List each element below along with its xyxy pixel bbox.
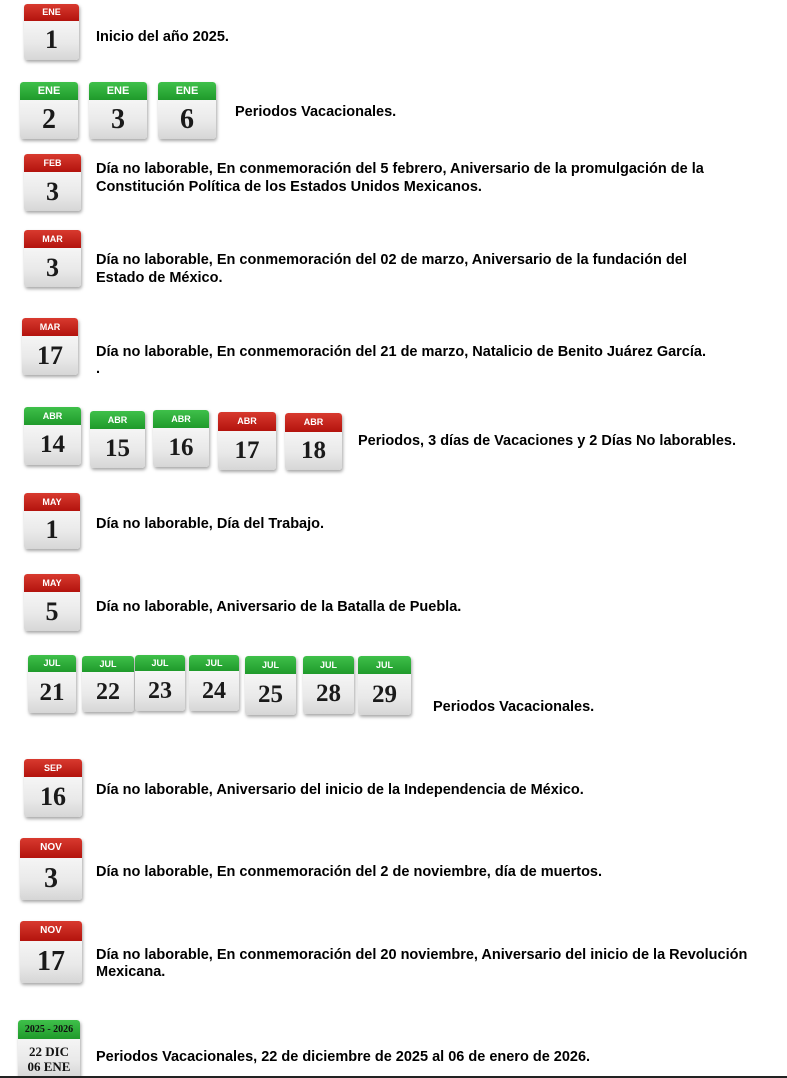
calendar-icon-feb-3: [24, 154, 81, 211]
calendar-icon-abr-18: [285, 413, 342, 470]
calendar-icon-ene-3: [89, 82, 147, 139]
calendar-day: 25: [258, 681, 283, 708]
calendar-month: MAY: [24, 493, 80, 511]
entry-text: Periodos Vacacionales.: [433, 699, 595, 715]
calendar-icon-mar-17: [22, 318, 78, 375]
calendar-month: MAR: [22, 318, 78, 336]
entry-text-line1: Día no laborable, En conmemoración del 5 febrero, Aniversario de la promulgación de la: [96, 161, 704, 177]
entry-text-line1: Día no laborable, En conmemoración del 02 de marzo, Aniversario de la fundación del: [96, 252, 687, 268]
calendar-month: MAY: [24, 574, 80, 592]
entry-text: Día no laborable, Día del Trabajo.: [96, 516, 325, 532]
calendar-day: 2: [42, 104, 56, 135]
calendar-day: 6: [180, 104, 194, 135]
calendar-month: ABR: [24, 407, 81, 425]
calendar-month: 2025 - 2026: [18, 1020, 80, 1039]
calendar-day: 1: [45, 515, 59, 544]
calendar-month: ENE: [89, 82, 147, 100]
calendar-day: 1: [45, 25, 58, 54]
calendar-icon-abr-14: [24, 407, 81, 465]
calendar-day: 28: [316, 680, 341, 707]
calendar-icon-jul-25: [245, 656, 296, 715]
calendar-month: ABR: [90, 411, 145, 429]
calendar-month: ABR: [218, 412, 276, 431]
calendar-day: 17: [234, 437, 260, 464]
entry-text-line2: Mexicana.: [96, 964, 166, 980]
entry-text: Periodos Vacacionales.: [235, 104, 397, 120]
calendar-month: NOV: [20, 921, 82, 941]
entry-text-line2: Constitución Política de los Estados Unidos Mexicanos.: [96, 179, 482, 195]
calendar-day: 21: [39, 679, 65, 706]
calendar-day: 17: [37, 341, 63, 370]
entry-text: Día no laborable, Aniversario de la Batalla de Puebla.: [96, 599, 462, 615]
calendar-day: 16: [40, 782, 66, 811]
calendar-day: 14: [40, 431, 65, 458]
calendar-day-line1: 22 DIC: [28, 1044, 70, 1059]
calendar-icon-ene-2: [20, 82, 78, 139]
calendar-icon-jul-29: [358, 656, 411, 715]
calendar-month: ENE: [20, 82, 78, 100]
calendar-day: 16: [168, 434, 194, 461]
calendar-day: 15: [105, 435, 130, 462]
calendar-month: JUL: [28, 655, 76, 672]
calendar-icon-may-5: [24, 574, 80, 631]
calendar-month: JUL: [245, 656, 296, 674]
calendar-day-line2: 06 ENE: [27, 1059, 71, 1074]
calendar-icon-dic-ene: [18, 1020, 80, 1078]
calendar-icon-abr-17: [218, 412, 276, 470]
entry-text-line2: Estado de México.: [96, 270, 223, 286]
calendar-icon-abr-16: [153, 410, 209, 467]
entry-text: Periodos Vacacionales, 22 de diciembre de 2025 al 06 de enero de 2026.: [96, 1049, 591, 1065]
calendar-month: JUL: [358, 656, 411, 674]
calendar-day: 23: [148, 678, 172, 704]
entry-text-line1: Día no laborable, En conmemoración del 20 noviembre, Aniversario del inicio de la Revolución: [96, 947, 748, 963]
calendar-day: 17: [37, 946, 65, 977]
calendar-month: MAR: [24, 230, 81, 248]
calendar-day: 24: [202, 678, 226, 704]
calendar-day: 29: [372, 681, 397, 708]
calendar-icon-jul-24: [189, 655, 239, 711]
calendar-month: JUL: [135, 655, 185, 671]
calendar-icon-may-1: [24, 493, 80, 549]
entry-text-line1: Día no laborable, En conmemoración del 21 de marzo, Natalicio de Benito Juárez García.: [96, 344, 706, 360]
entry-text: Inicio del año 2025.: [96, 29, 229, 45]
calendar-icon-jul-28: [303, 656, 354, 714]
calendar-day: 3: [46, 253, 59, 282]
calendar-month: ENE: [24, 4, 79, 21]
calendar-day: 18: [301, 437, 326, 464]
calendar-icon-nov-17: [20, 921, 82, 983]
calendar-icon-mar-3: [24, 230, 81, 287]
calendar-month: SEP: [24, 759, 82, 777]
calendar-month: NOV: [20, 838, 82, 858]
entry-text: Periodos, 3 días de Vacaciones y 2 Días No laborables.: [358, 433, 736, 449]
calendar-icon-sep-16: [24, 759, 82, 817]
calendar-month: ABR: [285, 413, 342, 432]
calendar-icon-ene-1: [24, 4, 79, 60]
calendar-icon-jul-22: [82, 656, 134, 712]
calendar-month: ENE: [158, 82, 216, 100]
calendar-month: ABR: [153, 410, 209, 428]
calendar-icon-jul-23: [135, 655, 185, 711]
calendar-day: 22: [96, 679, 120, 705]
calendar-month: FEB: [24, 154, 81, 172]
calendar-day: 3: [111, 104, 125, 135]
entry-text-line2: .: [96, 361, 101, 377]
calendar-icon-abr-15: [90, 411, 145, 468]
entry-text: Día no laborable, En conmemoración del 2 de noviembre, día de muertos.: [96, 864, 603, 880]
calendar-day: 3: [44, 863, 58, 894]
calendar-month: JUL: [303, 656, 354, 674]
calendar-icon-nov-3: [20, 838, 82, 900]
calendar-icon-jul-21: [28, 655, 76, 713]
entry-text: Día no laborable, Aniversario del inicio de la Independencia de México.: [96, 782, 584, 798]
calendar-day: 5: [45, 597, 59, 626]
calendar-month: JUL: [82, 656, 134, 672]
calendar-day: 3: [46, 177, 59, 206]
calendar-month: JUL: [189, 655, 239, 671]
calendar-icon-ene-6: [158, 82, 216, 139]
